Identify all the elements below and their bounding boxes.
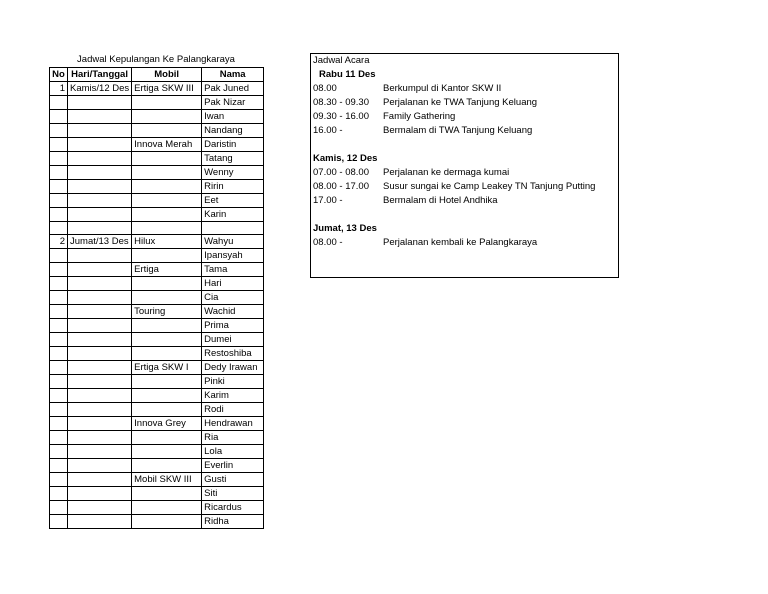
cell-mobil bbox=[132, 249, 202, 263]
cell-mobil bbox=[132, 194, 202, 208]
cell-nama: Ridha bbox=[202, 515, 264, 529]
cell-nama: Pak Nizar bbox=[202, 96, 264, 110]
table-row bbox=[50, 445, 264, 459]
cell-nama: Wenny bbox=[202, 166, 264, 180]
schedule-time: 07.00 - 08.00 bbox=[313, 167, 369, 178]
cell-no bbox=[50, 291, 68, 305]
cell-mobil: Hilux bbox=[132, 235, 202, 249]
schedule-item bbox=[313, 166, 613, 180]
schedule-time: 08.00 - 17.00 bbox=[313, 181, 369, 192]
cell-nama: Ririn bbox=[202, 180, 264, 194]
cell-nama: Dumei bbox=[202, 333, 264, 347]
cell-hari-tanggal bbox=[68, 389, 132, 403]
cell-hari-tanggal bbox=[68, 305, 132, 319]
cell-mobil: Ertiga SKW I bbox=[132, 361, 202, 375]
cell-nama: Pinki bbox=[202, 375, 264, 389]
table-row bbox=[50, 431, 264, 445]
cell-hari-tanggal bbox=[68, 431, 132, 445]
table-row bbox=[50, 501, 264, 515]
cell-nama: Iwan bbox=[202, 110, 264, 124]
cell-hari-tanggal bbox=[68, 194, 132, 208]
table-row bbox=[50, 291, 264, 305]
cell-hari-tanggal bbox=[68, 347, 132, 361]
cell-no bbox=[50, 473, 68, 487]
cell-hari-tanggal bbox=[68, 333, 132, 347]
cell-mobil bbox=[132, 501, 202, 515]
schedule-item bbox=[313, 124, 613, 138]
header-no: No bbox=[50, 68, 68, 82]
table-row bbox=[50, 249, 264, 263]
cell-no bbox=[50, 222, 68, 235]
cell-no bbox=[50, 263, 68, 277]
cell-no bbox=[50, 347, 68, 361]
cell-hari-tanggal bbox=[68, 473, 132, 487]
schedule-desc: Berkumpul di Kantor SKW II bbox=[383, 83, 502, 94]
cell-hari-tanggal bbox=[68, 459, 132, 473]
cell-no bbox=[50, 277, 68, 291]
table-row bbox=[50, 515, 264, 529]
table-row bbox=[50, 152, 264, 166]
schedule-desc: Perjalanan ke dermaga kumai bbox=[383, 167, 510, 178]
cell-hari-tanggal bbox=[68, 319, 132, 333]
cell-nama: Nandang bbox=[202, 124, 264, 138]
table-row bbox=[50, 375, 264, 389]
cell-no bbox=[50, 124, 68, 138]
schedule-item bbox=[313, 110, 613, 124]
cell-hari-tanggal: Jumat/13 Des bbox=[68, 235, 132, 249]
cell-hari-tanggal bbox=[68, 222, 132, 235]
cell-mobil: Touring bbox=[132, 305, 202, 319]
cell-mobil bbox=[132, 333, 202, 347]
cell-no bbox=[50, 389, 68, 403]
cell-no bbox=[50, 110, 68, 124]
table-row bbox=[50, 235, 264, 249]
cell-no bbox=[50, 501, 68, 515]
cell-no bbox=[50, 515, 68, 529]
cell-mobil bbox=[132, 180, 202, 194]
cell-hari-tanggal bbox=[68, 515, 132, 529]
schedule-day-label: Rabu 11 Des bbox=[319, 69, 376, 80]
schedule-item bbox=[313, 180, 613, 194]
cell-no bbox=[50, 431, 68, 445]
table-row bbox=[50, 96, 264, 110]
cell-no bbox=[50, 487, 68, 501]
cell-nama: Daristin bbox=[202, 138, 264, 152]
cell-hari-tanggal bbox=[68, 263, 132, 277]
cell-mobil bbox=[132, 445, 202, 459]
schedule-desc: Perjalanan ke TWA Tanjung Keluang bbox=[383, 97, 538, 108]
cell-nama: Restoshiba bbox=[202, 347, 264, 361]
cell-mobil bbox=[132, 487, 202, 501]
table-row bbox=[50, 319, 264, 333]
cell-mobil bbox=[132, 431, 202, 445]
cell-nama: Karim bbox=[202, 389, 264, 403]
table-title: Jadwal Kepulangan Ke Palangkaraya bbox=[77, 54, 235, 65]
table-row bbox=[50, 138, 264, 152]
cell-mobil: Innova Grey bbox=[132, 417, 202, 431]
cell-hari-tanggal bbox=[68, 96, 132, 110]
table-row bbox=[50, 361, 264, 375]
table-body bbox=[50, 82, 264, 529]
cell-no bbox=[50, 361, 68, 375]
table-row bbox=[50, 333, 264, 347]
cell-nama bbox=[202, 222, 264, 235]
cell-mobil bbox=[132, 347, 202, 361]
cell-mobil bbox=[132, 291, 202, 305]
schedule-title: Jadwal Acara bbox=[313, 55, 370, 66]
schedule-item bbox=[313, 194, 613, 208]
cell-hari-tanggal bbox=[68, 277, 132, 291]
cell-no bbox=[50, 445, 68, 459]
schedule-item bbox=[313, 96, 613, 110]
cell-mobil: Ertiga bbox=[132, 263, 202, 277]
cell-hari-tanggal bbox=[68, 152, 132, 166]
table-row bbox=[50, 208, 264, 222]
cell-hari-tanggal bbox=[68, 166, 132, 180]
table-row bbox=[50, 222, 264, 235]
pickup-table bbox=[49, 67, 264, 529]
cell-nama: Hendrawan bbox=[202, 417, 264, 431]
cell-nama: Siti bbox=[202, 487, 264, 501]
schedule-desc: Bermalam di Hotel Andhika bbox=[383, 195, 498, 206]
table-row bbox=[50, 403, 264, 417]
cell-mobil bbox=[132, 515, 202, 529]
cell-nama: Tama bbox=[202, 263, 264, 277]
cell-no: 2 bbox=[50, 235, 68, 249]
cell-mobil bbox=[132, 389, 202, 403]
cell-no bbox=[50, 138, 68, 152]
cell-nama: Cia bbox=[202, 291, 264, 305]
table-row bbox=[50, 110, 264, 124]
table-row bbox=[50, 347, 264, 361]
cell-mobil bbox=[132, 110, 202, 124]
schedule-day-label: Jumat, 13 Des bbox=[313, 223, 377, 234]
cell-hari-tanggal bbox=[68, 249, 132, 263]
schedule-day-label: Kamis, 12 Des bbox=[313, 153, 378, 164]
cell-no bbox=[50, 194, 68, 208]
cell-nama: Wachid bbox=[202, 305, 264, 319]
cell-mobil: Ertiga SKW III bbox=[132, 82, 202, 96]
header-mobil: Mobil bbox=[132, 68, 202, 82]
cell-mobil bbox=[132, 152, 202, 166]
cell-mobil: Mobil SKW III bbox=[132, 473, 202, 487]
table-row bbox=[50, 194, 264, 208]
cell-mobil bbox=[132, 166, 202, 180]
table-row bbox=[50, 124, 264, 138]
cell-hari-tanggal bbox=[68, 110, 132, 124]
schedule-time: 08.00 bbox=[313, 83, 337, 94]
cell-hari-tanggal bbox=[68, 138, 132, 152]
table-row bbox=[50, 459, 264, 473]
cell-no bbox=[50, 180, 68, 194]
table-row bbox=[50, 473, 264, 487]
cell-no bbox=[50, 96, 68, 110]
schedule-time: 16.00 - bbox=[313, 125, 343, 136]
cell-no bbox=[50, 319, 68, 333]
cell-no bbox=[50, 166, 68, 180]
table-row bbox=[50, 277, 264, 291]
cell-hari-tanggal bbox=[68, 487, 132, 501]
table-row bbox=[50, 180, 264, 194]
cell-mobil bbox=[132, 124, 202, 138]
table-row bbox=[50, 82, 264, 96]
cell-no bbox=[50, 403, 68, 417]
cell-mobil bbox=[132, 375, 202, 389]
schedule-desc: Family Gathering bbox=[383, 111, 456, 122]
schedule-time: 08.30 - 09.30 bbox=[313, 97, 369, 108]
cell-nama: Prima bbox=[202, 319, 264, 333]
schedule-desc: Perjalanan kembali ke Palangkaraya bbox=[383, 237, 538, 248]
cell-no bbox=[50, 417, 68, 431]
cell-mobil bbox=[132, 208, 202, 222]
cell-mobil bbox=[132, 459, 202, 473]
cell-nama: Ria bbox=[202, 431, 264, 445]
cell-no bbox=[50, 375, 68, 389]
cell-hari-tanggal bbox=[68, 501, 132, 515]
cell-mobil bbox=[132, 403, 202, 417]
cell-hari-tanggal bbox=[68, 180, 132, 194]
cell-nama: Hari bbox=[202, 277, 264, 291]
schedule-desc: Susur sungai ke Camp Leakey TN Tanjung Putting bbox=[383, 181, 596, 192]
cell-nama: Gusti bbox=[202, 473, 264, 487]
cell-nama: Tatang bbox=[202, 152, 264, 166]
schedule-time: 09.30 - 16.00 bbox=[313, 111, 369, 122]
header-nama: Nama bbox=[202, 68, 264, 82]
cell-no: 1 bbox=[50, 82, 68, 96]
table-row bbox=[50, 487, 264, 501]
cell-nama: Ipansyah bbox=[202, 249, 264, 263]
cell-nama: Eet bbox=[202, 194, 264, 208]
cell-no bbox=[50, 459, 68, 473]
cell-nama: Wahyu bbox=[202, 235, 264, 249]
cell-mobil bbox=[132, 222, 202, 235]
cell-hari-tanggal bbox=[68, 361, 132, 375]
cell-hari-tanggal bbox=[68, 291, 132, 305]
cell-nama: Rodi bbox=[202, 403, 264, 417]
cell-no bbox=[50, 305, 68, 319]
cell-nama: Ricardus bbox=[202, 501, 264, 515]
cell-hari-tanggal bbox=[68, 445, 132, 459]
cell-no bbox=[50, 249, 68, 263]
table-header-row bbox=[50, 68, 264, 82]
cell-mobil bbox=[132, 96, 202, 110]
table-row bbox=[50, 166, 264, 180]
cell-mobil bbox=[132, 319, 202, 333]
cell-hari-tanggal: Kamis/12 Des bbox=[68, 82, 132, 96]
cell-hari-tanggal bbox=[68, 403, 132, 417]
cell-hari-tanggal bbox=[68, 208, 132, 222]
schedule-time: 08.00 - bbox=[313, 237, 343, 248]
cell-hari-tanggal bbox=[68, 417, 132, 431]
table-row bbox=[50, 389, 264, 403]
cell-nama: Everlin bbox=[202, 459, 264, 473]
schedule-box bbox=[310, 53, 619, 278]
cell-hari-tanggal bbox=[68, 375, 132, 389]
cell-nama: Dedy Irawan bbox=[202, 361, 264, 375]
cell-no bbox=[50, 208, 68, 222]
cell-mobil bbox=[132, 277, 202, 291]
cell-nama: Lola bbox=[202, 445, 264, 459]
schedule-item bbox=[313, 82, 613, 96]
table-row bbox=[50, 305, 264, 319]
table-row bbox=[50, 417, 264, 431]
schedule-time: 17.00 - bbox=[313, 195, 343, 206]
cell-hari-tanggal bbox=[68, 124, 132, 138]
header-hari-tanggal: Hari/Tanggal bbox=[68, 68, 132, 82]
cell-no bbox=[50, 152, 68, 166]
cell-no bbox=[50, 333, 68, 347]
cell-nama: Pak Juned bbox=[202, 82, 264, 96]
schedule-item bbox=[313, 236, 613, 250]
schedule-desc: Bermalam di TWA Tanjung Keluang bbox=[383, 125, 533, 136]
cell-mobil: Innova Merah bbox=[132, 138, 202, 152]
table-row bbox=[50, 263, 264, 277]
cell-nama: Karin bbox=[202, 208, 264, 222]
